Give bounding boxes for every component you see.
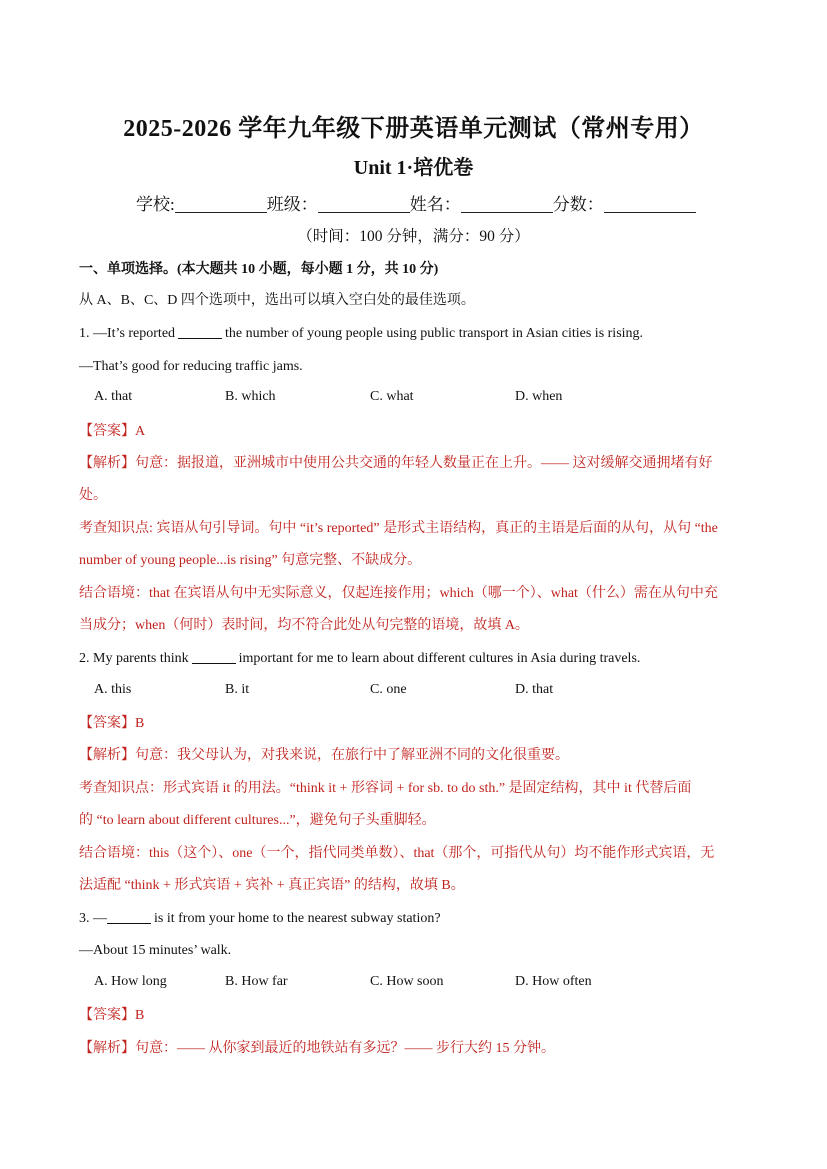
student-info-line bbox=[136, 190, 696, 215]
q2-analysis-line1: 【解析】句意：我父母认为，对我来说，在旅行中了解亚洲不同的文化很重要。 bbox=[79, 748, 569, 763]
q3-option-c: C. How soon bbox=[370, 974, 444, 989]
q2-stem-part2: important for me to learn about different cultures in Asia during travels. bbox=[238, 651, 641, 666]
q2-context-line2: 法适配 “think + 形式宾语 + 宾补 + 真正宾语” 的结构，故填 B。 bbox=[79, 878, 465, 893]
q1-analysis-line1: 【解析】句意：据报道，亚洲城市中使用公共交通的年轻人数量正在上升。—— 这对缓解交通拥堵有好 bbox=[79, 456, 713, 471]
q1-option-a: A. that bbox=[94, 389, 133, 404]
question-1-stem bbox=[79, 324, 643, 344]
page-title: 2025-2026 学年九年级下册英语单元测试（常州专用） bbox=[123, 116, 704, 142]
q2-blank bbox=[192, 649, 236, 664]
q1-point-line1: 考查知识点: 宾语从句引导词。句中 “it’s reported” 是形式主语结构，真正的主语是后面的从句，从句 “the bbox=[79, 521, 718, 536]
name-field[interactable] bbox=[461, 194, 553, 213]
q2-point-line2: 的 “to learn about different cultures...”，避免句子头重脚轻。 bbox=[79, 813, 436, 828]
q1-analysis-line2: 处。 bbox=[79, 488, 107, 503]
section-instruction: 从 A、B、C、D 四个选项中，选出可以填入空白处的最佳选项。 bbox=[79, 293, 475, 308]
q1-context-line2: 当成分；when（何时）表时间，均不符合此处从句完整的语境，故填 A。 bbox=[79, 618, 529, 633]
q1-option-c: C. what bbox=[370, 389, 414, 404]
question-3-stem bbox=[79, 909, 441, 929]
q1-stem-part1: 1. —It’s reported bbox=[79, 326, 176, 341]
school-field[interactable] bbox=[175, 194, 267, 213]
q3-answer: 【答案】B bbox=[79, 1008, 145, 1023]
page-subtitle: Unit 1·培优卷 bbox=[353, 157, 474, 179]
q1-answer: 【答案】A bbox=[79, 424, 146, 439]
score-label: 分数： bbox=[552, 195, 604, 214]
question-2-stem bbox=[79, 649, 640, 669]
q1-point-line2: number of young people...is rising” 句意完整、不缺成分。 bbox=[79, 553, 422, 568]
q2-option-a: A. this bbox=[94, 682, 132, 697]
q3-stem-part2: is it from your home to the nearest subway station? bbox=[154, 911, 441, 926]
question-3-reply: —About 15 minutes’ walk. bbox=[79, 943, 232, 958]
q2-context-line1: 结合语境：this（这个）、one（一个，指代同类单数）、that（那个，可指代从句）均不能作形式宾语，无 bbox=[79, 846, 715, 861]
class-label: 班级： bbox=[266, 195, 318, 214]
section-heading: 一、单项选择。(本大题共 10 小题，每小题 1 分，共 10 分) bbox=[79, 262, 439, 277]
q3-option-d: D. How often bbox=[515, 974, 592, 989]
q3-option-a: A. How long bbox=[94, 974, 167, 989]
q3-blank bbox=[107, 909, 151, 924]
q3-stem-part1: 3. — bbox=[79, 911, 107, 926]
q2-option-b: B. it bbox=[225, 682, 250, 697]
q2-point-line1: 考查知识点：形式宾语 it 的用法。“think it + 形容词 + for sb. to do sth.” 是固定结构，其中 it 代替后面 bbox=[79, 781, 692, 796]
q2-option-c: C. one bbox=[370, 682, 407, 697]
q2-stem-part1: 2. My parents think bbox=[79, 651, 189, 666]
q2-answer: 【答案】B bbox=[79, 716, 145, 731]
score-field[interactable] bbox=[604, 194, 696, 213]
q1-option-b: B. which bbox=[225, 389, 276, 404]
school-label: 学校: bbox=[136, 195, 175, 214]
q1-stem-part2: the number of young people using public transport in Asian cities is rising. bbox=[225, 326, 644, 341]
q1-option-d: D. when bbox=[515, 389, 563, 404]
q1-blank bbox=[178, 324, 222, 339]
q2-option-d: D. that bbox=[515, 682, 554, 697]
question-1-reply: —That’s good for reducing traffic jams. bbox=[79, 359, 303, 374]
q3-analysis-line1: 【解析】句意：—— 从你家到最近的地铁站有多远？—— 步行大约 15 分钟。 bbox=[79, 1041, 555, 1056]
name-label: 姓名： bbox=[409, 195, 461, 214]
q3-option-b: B. How far bbox=[225, 974, 288, 989]
time-info: （时间：100 分钟，满分：90 分） bbox=[297, 228, 530, 245]
class-field[interactable] bbox=[318, 194, 410, 213]
q1-context-line1: 结合语境：that 在宾语从句中无实际意义，仅起连接作用；which（哪一个）、what（什么）需在从句中充 bbox=[79, 586, 718, 601]
